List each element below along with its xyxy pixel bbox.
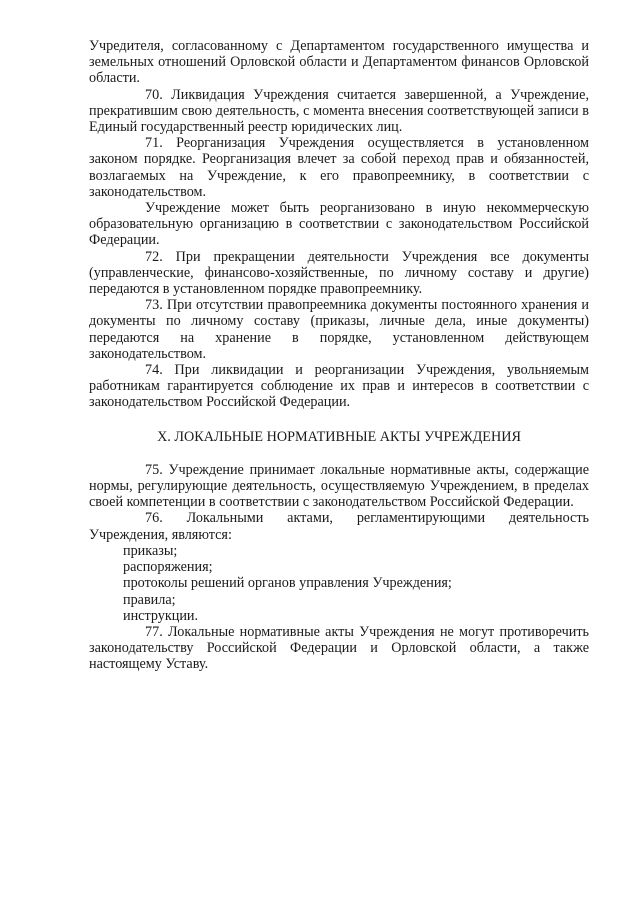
list-item: приказы; [123,542,178,559]
list-item: инструкции. [123,607,199,624]
paragraph-73: 73. При отсутствии правопреемника документы постоянного хранения и документы по личному составу (приказы, личные дела, иные документы) передаются на хранение в порядке, установленном действующем законодательством. [89,297,589,362]
local-acts-list [89,543,589,624]
paragraph-75: 75. Учреждение принимает локальные нормативные акты, содержащие нормы, регулирующие деятельность, осуществляемую Учреждением, в пределах своей компетенции в соответствии с законодательством Российской Федерации. [89,461,589,511]
paragraph-74: 74. При ликвидации и реорганизации Учреждения, увольняемым работникам гарантируется соблюдение их прав и интересов в соответствии с законодательством Российской Федерации. [89,362,589,411]
list-item: протоколы решений органов управления Учреждения; [123,575,452,592]
list-item: правила; [123,591,176,608]
paragraphs-mid [89,462,589,543]
paragraphs-top [89,38,589,411]
paragraph-72: 72. При прекращении деятельности Учреждения все документы (управленческие, финансово-хозяйственные, по личному составу и другие) передаются в установленном порядке правопреемнику. [89,248,589,298]
paragraph-76: 76. Локальными актами, регламентирующими деятельность Учреждения, являются: [89,510,589,543]
section-heading: X. ЛОКАЛЬНЫЕ НОРМАТИВНЫЕ АКТЫ УЧРЕЖДЕНИЯ [157,428,521,445]
document-text [89,38,589,673]
paragraph-77: 77. Локальные нормативные акты Учреждения не могут противоречить законодательству Российской Федерации и Орловской области, а также настоящему Уставу. [89,623,589,673]
paragraph-71: 71. Реорганизация Учреждения осуществляется в установленном законом порядке. Реорганизация влечет за собой переход прав и обязанностей, возлагаемых на Учреждение, к его правопреемнику, в соответствии с законодательством. [89,135,589,200]
paragraph-intro: Учредителя, согласованному с Департаментом государственного имущества и земельных отношений Орловской области и Департаментом финансов Орловской области. [89,38,589,87]
paragraph-70: 70. Ликвидация Учреждения считается завершенной, а Учреждение, прекратившим свою деятельность, с момента внесения соответствующей записи в Единый государственный реестр юридических лиц. [89,86,589,136]
paragraphs-bottom [89,624,589,673]
paragraph-71-reorg: Учреждение может быть реорганизовано в иную некоммерческую образовательную организацию в соответствии с законодательством Российской Федерации. [89,200,589,249]
list-item: распоряжения; [123,559,213,576]
